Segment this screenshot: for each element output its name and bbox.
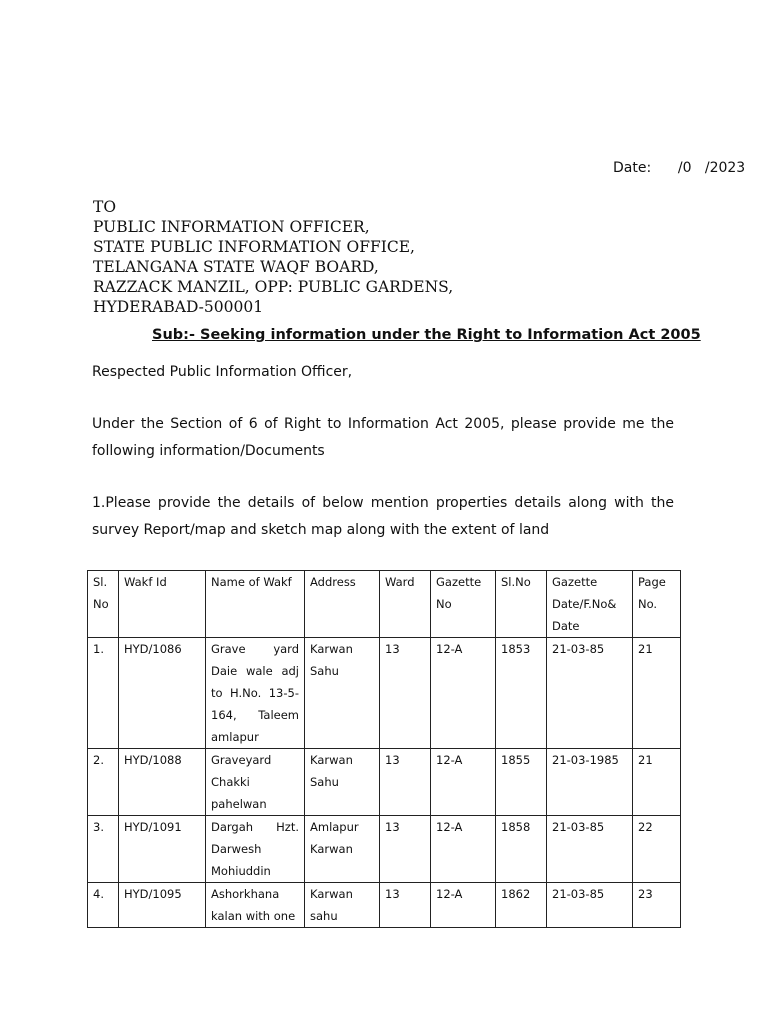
cell-address: Amlapur Karwan xyxy=(305,816,380,883)
cell-wakf-id: HYD/1088 xyxy=(119,749,206,816)
cell-sl-no: 1. xyxy=(88,638,119,749)
address-to: TO xyxy=(93,198,117,216)
cell-page-no: 21 xyxy=(633,749,681,816)
salutation: Respected Public Information Officer, xyxy=(92,364,353,380)
properties-table xyxy=(87,570,681,928)
cell-page-no: 21 xyxy=(633,638,681,749)
cell-wakf-name: Dargah Hzt. Darwesh Mohiuddin xyxy=(206,816,305,883)
cell-gazette-no: 12-A xyxy=(431,638,496,749)
header-cell: Wakf Id xyxy=(119,571,206,638)
date-line xyxy=(613,160,745,176)
cell-ward: 13 xyxy=(380,816,431,883)
cell-sl-no: 3. xyxy=(88,816,119,883)
cell-ward: 13 xyxy=(380,883,431,928)
cell-gazette-date: 21-03-85 xyxy=(547,638,633,749)
cell-gazette-date: 21-03-1985 xyxy=(547,749,633,816)
address-line: STATE PUBLIC INFORMATION OFFICE, xyxy=(93,238,415,256)
cell-ward: 13 xyxy=(380,638,431,749)
cell-wakf-name: Graveyard Chakki pahelwan xyxy=(206,749,305,816)
header-cell: Page No. xyxy=(633,571,681,638)
cell-gazette-no: 12-A xyxy=(431,883,496,928)
cell-sl-no: 4. xyxy=(88,883,119,928)
cell-sl-no: 2. xyxy=(88,749,119,816)
cell-gazette-no: 12-A xyxy=(431,816,496,883)
date-label: Date: xyxy=(613,160,652,176)
table-header-row xyxy=(88,571,681,638)
subject-line: Sub:- Seeking information under the Right to Information Act 2005 xyxy=(152,327,701,343)
cell-wakf-name: Ashorkhana kalan with one xyxy=(206,883,305,928)
cell-address: Karwan Sahu xyxy=(305,749,380,816)
body-paragraph: 1.Please provide the details of below mention properties details along with the survey Report/map and sketch map along with the extent of land xyxy=(92,495,674,538)
table-row xyxy=(88,749,681,816)
header-cell: Address xyxy=(305,571,380,638)
cell-gazette-date: 21-03-85 xyxy=(547,883,633,928)
cell-wakf-id: HYD/1091 xyxy=(119,816,206,883)
cell-address: Karwan Sahu xyxy=(305,638,380,749)
address-line: PUBLIC INFORMATION OFFICER, xyxy=(93,218,370,236)
recipient-address xyxy=(93,197,453,317)
cell-serial: 1853 xyxy=(496,638,547,749)
address-line: RAZZACK MANZIL, OPP: PUBLIC GARDENS, xyxy=(93,278,454,296)
header-cell: Ward xyxy=(380,571,431,638)
cell-page-no: 23 xyxy=(633,883,681,928)
header-cell: Gazette Date/F.No& Date xyxy=(547,571,633,638)
cell-ward: 13 xyxy=(380,749,431,816)
table-row xyxy=(88,816,681,883)
header-cell: Name of Wakf xyxy=(206,571,305,638)
cell-wakf-id: HYD/1086 xyxy=(119,638,206,749)
body-paragraph: Under the Section of 6 of Right to Information Act 2005, please provide me the following information/Documents xyxy=(92,416,674,459)
address-line: HYDERABAD-500001 xyxy=(93,298,264,316)
address-line: TELANGANA STATE WAQF BOARD, xyxy=(93,258,379,276)
cell-serial: 1858 xyxy=(496,816,547,883)
cell-page-no: 22 xyxy=(633,816,681,883)
table-row xyxy=(88,883,681,928)
header-cell: Gazette No xyxy=(431,571,496,638)
cell-serial: 1855 xyxy=(496,749,547,816)
cell-gazette-no: 12-A xyxy=(431,749,496,816)
cell-serial: 1862 xyxy=(496,883,547,928)
cell-wakf-id: HYD/1095 xyxy=(119,883,206,928)
cell-gazette-date: 21-03-85 xyxy=(547,816,633,883)
date-value: /0 /2023 xyxy=(677,160,746,176)
header-cell: Sl. No xyxy=(88,571,119,638)
table-row xyxy=(88,638,681,749)
header-cell: Sl.No xyxy=(496,571,547,638)
cell-wakf-name: Grave yard Daie wale adj to H.No. 13-5-164, Taleem amlapur xyxy=(206,638,305,749)
cell-address: Karwan sahu xyxy=(305,883,380,928)
